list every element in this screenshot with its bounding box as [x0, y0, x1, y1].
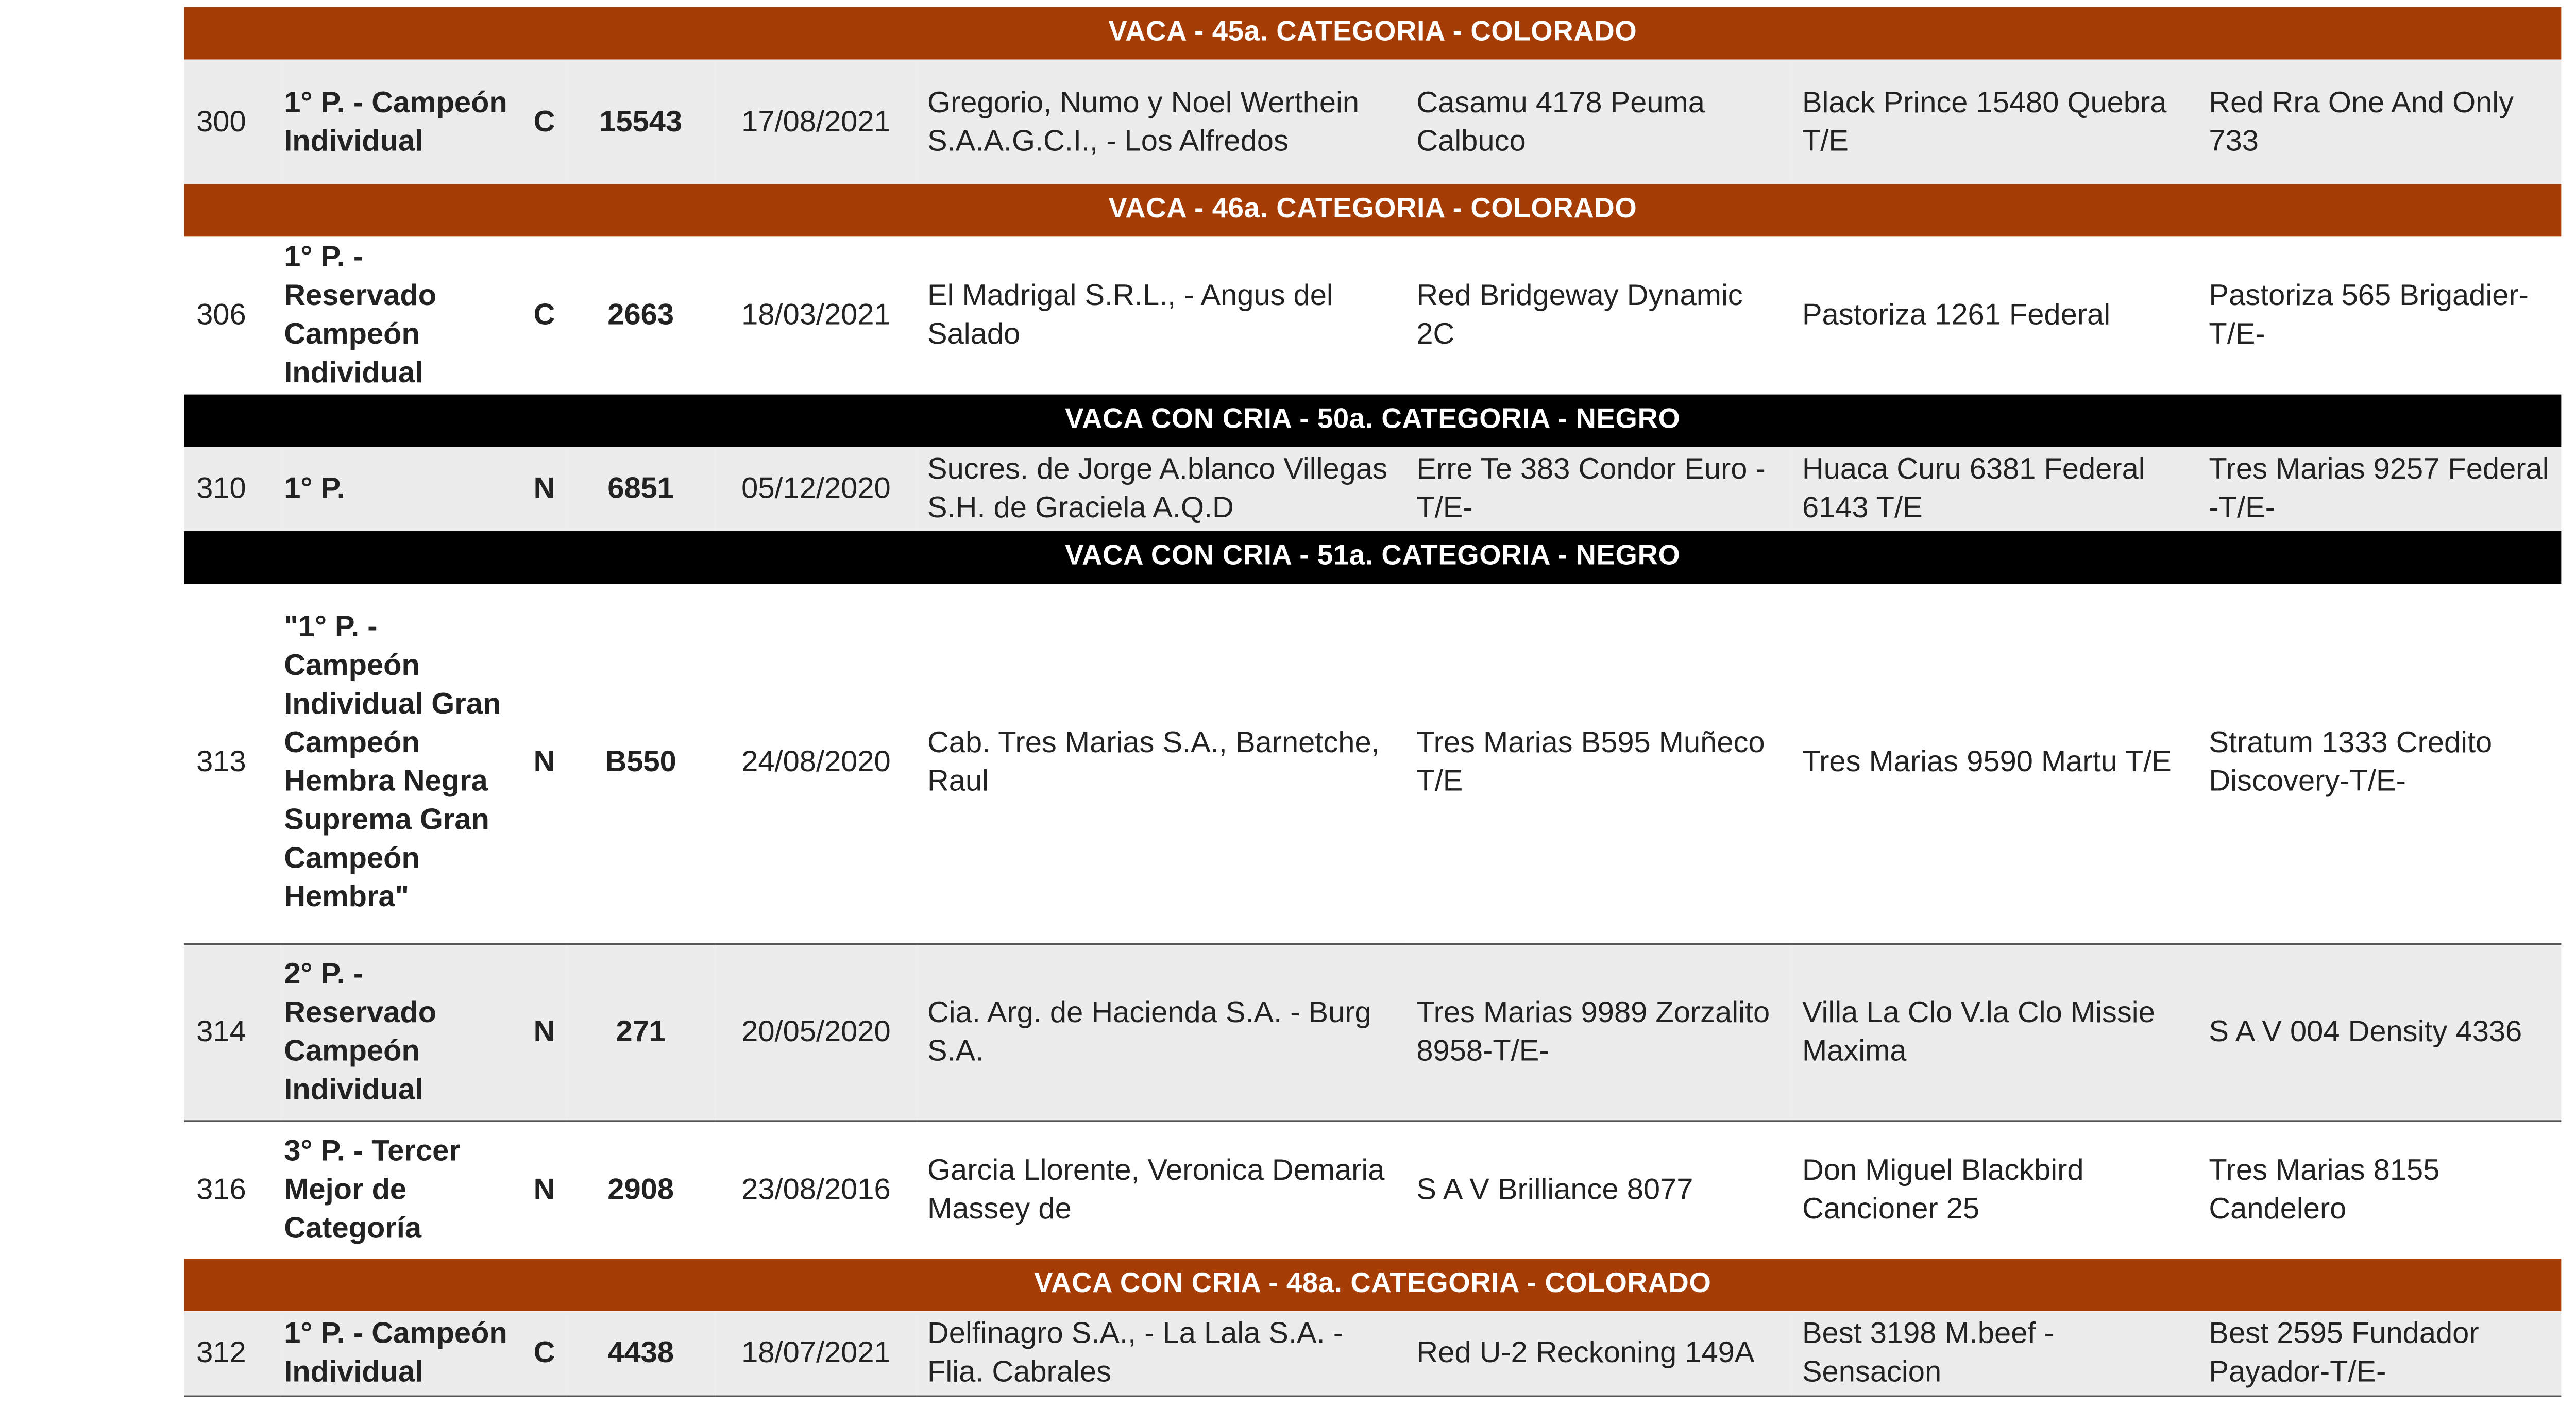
- grandsire-cell: Stratum 1333 Credito Discovery-T/E-: [2198, 584, 2561, 943]
- dam-cell: Tres Marias 9590 Martu T/E: [1792, 584, 2198, 943]
- category-header-row: [184, 1259, 2561, 1311]
- exhibitor-cell: Garcia Llorente, Veronica Demaria Massey de: [917, 1120, 1406, 1259]
- exhibitor-cell: Gregorio, Numo y Noel Werthein S.A.A.G.C.I., - Los Alfredos: [917, 60, 1406, 184]
- award-cell: 3° P. - Tercer Mejor de Categoría: [280, 1120, 522, 1259]
- rp-number: 4438: [566, 1311, 715, 1395]
- award-cell: 1° P. - Reservado Campeón Individual: [280, 236, 522, 394]
- entry-number: 300: [184, 60, 280, 184]
- color-code: N: [522, 943, 566, 1121]
- award-cell: "1° P. - Campeón Individual Gran Campeón Hembra Negra Suprema Gran Campeón Hembra": [280, 584, 522, 943]
- grandsire-cell: Tres Marias 8155 Candelero: [2198, 1120, 2561, 1259]
- grandsire-cell: Best 2595 Fundador Payador-T/E-: [2198, 1311, 2561, 1395]
- dam-cell: Best 3198 M.beef - Sensacion: [1792, 1311, 2198, 1395]
- dam-cell: Don Miguel Blackbird Cancioner 25: [1792, 1120, 2198, 1259]
- category-header: VACA CON CRIA - 50a. CATEGORIA - NEGRO: [184, 395, 2561, 447]
- entry-number: 310: [184, 447, 280, 531]
- table-row: [184, 943, 2561, 1121]
- table-row: [184, 447, 2561, 531]
- entry-number: 313: [184, 584, 280, 943]
- birth-date: 17/08/2021: [715, 60, 917, 184]
- category-header-row: [184, 7, 2561, 60]
- category-header-row: [184, 531, 2561, 584]
- entry-number: 306: [184, 236, 280, 394]
- color-code: N: [522, 1120, 566, 1259]
- exhibitor-cell: Delfinagro S.A., - La Lala S.A. - Flia. Cabrales: [917, 1311, 1406, 1395]
- table-row: [184, 584, 2561, 943]
- rp-number: B550: [566, 584, 715, 943]
- entry-number: 316: [184, 1120, 280, 1259]
- sire-cell: S A V Brilliance 8077: [1406, 1120, 1792, 1259]
- birth-date: 24/08/2020: [715, 584, 917, 943]
- table-row: [184, 1120, 2561, 1259]
- grandsire-cell: Red Rra One And Only 733: [2198, 60, 2561, 184]
- birth-date: 18/07/2021: [715, 1311, 917, 1395]
- color-code: C: [522, 1311, 566, 1395]
- rp-number: 271: [566, 943, 715, 1121]
- dam-cell: Black Prince 15480 Quebra T/E: [1792, 60, 2198, 184]
- table-row: [184, 236, 2561, 394]
- grandsire-cell: S A V 004 Density 4336: [2198, 943, 2561, 1121]
- entry-number: 314: [184, 943, 280, 1121]
- award-cell: 2° P. - Reservado Campeón Individual: [280, 943, 522, 1121]
- exhibitor-cell: Cia. Arg. de Hacienda S.A. - Burg S.A.: [917, 943, 1406, 1121]
- sire-cell: Red Bridgeway Dynamic 2C: [1406, 236, 1792, 394]
- color-code: C: [522, 60, 566, 184]
- category-header: VACA CON CRIA - 48a. CATEGORIA - COLORADO: [184, 1259, 2561, 1311]
- results-table: [184, 7, 2561, 1397]
- sire-cell: Tres Marias 9989 Zorzalito 8958-T/E-: [1406, 943, 1792, 1121]
- sire-cell: Casamu 4178 Peuma Calbuco: [1406, 60, 1792, 184]
- exhibitor-cell: Cab. Tres Marias S.A., Barnetche, Raul: [917, 584, 1406, 943]
- dam-cell: Villa La Clo V.la Clo Missie Maxima: [1792, 943, 2198, 1121]
- birth-date: 05/12/2020: [715, 447, 917, 531]
- birth-date: 20/05/2020: [715, 943, 917, 1121]
- award-cell: 1° P.: [280, 447, 522, 531]
- color-code: N: [522, 447, 566, 531]
- table-row: [184, 1311, 2561, 1395]
- category-header-row: [184, 395, 2561, 447]
- rp-number: 6851: [566, 447, 715, 531]
- award-cell: 1° P. - Campeón Individual: [280, 1311, 522, 1395]
- category-header: VACA CON CRIA - 51a. CATEGORIA - NEGRO: [184, 531, 2561, 584]
- color-code: N: [522, 584, 566, 943]
- category-header-row: [184, 184, 2561, 236]
- exhibitor-cell: El Madrigal S.R.L., - Angus del Salado: [917, 236, 1406, 394]
- birth-date: 23/08/2016: [715, 1120, 917, 1259]
- award-cell: 1° P. - Campeón Individual: [280, 60, 522, 184]
- birth-date: 18/03/2021: [715, 236, 917, 394]
- dam-cell: Huaca Curu 6381 Federal 6143 T/E: [1792, 447, 2198, 531]
- exhibitor-cell: Sucres. de Jorge A.blanco Villegas S.H. de Graciela A.Q.D: [917, 447, 1406, 531]
- rp-number: 15543: [566, 60, 715, 184]
- table-row: [184, 60, 2561, 184]
- sire-cell: Erre Te 383 Condor Euro -T/E-: [1406, 447, 1792, 531]
- sire-cell: Red U-2 Reckoning 149A: [1406, 1311, 1792, 1395]
- category-header: VACA - 45a. CATEGORIA - COLORADO: [184, 7, 2561, 60]
- category-header: VACA - 46a. CATEGORIA - COLORADO: [184, 184, 2561, 236]
- entry-number: 312: [184, 1311, 280, 1395]
- sire-cell: Tres Marias B595 Muñeco T/E: [1406, 584, 1792, 943]
- rp-number: 2908: [566, 1120, 715, 1259]
- color-code: C: [522, 236, 566, 394]
- grandsire-cell: Pastoriza 565 Brigadier-T/E-: [2198, 236, 2561, 394]
- rp-number: 2663: [566, 236, 715, 394]
- grandsire-cell: Tres Marias 9257 Federal -T/E-: [2198, 447, 2561, 531]
- dam-cell: Pastoriza 1261 Federal: [1792, 236, 2198, 394]
